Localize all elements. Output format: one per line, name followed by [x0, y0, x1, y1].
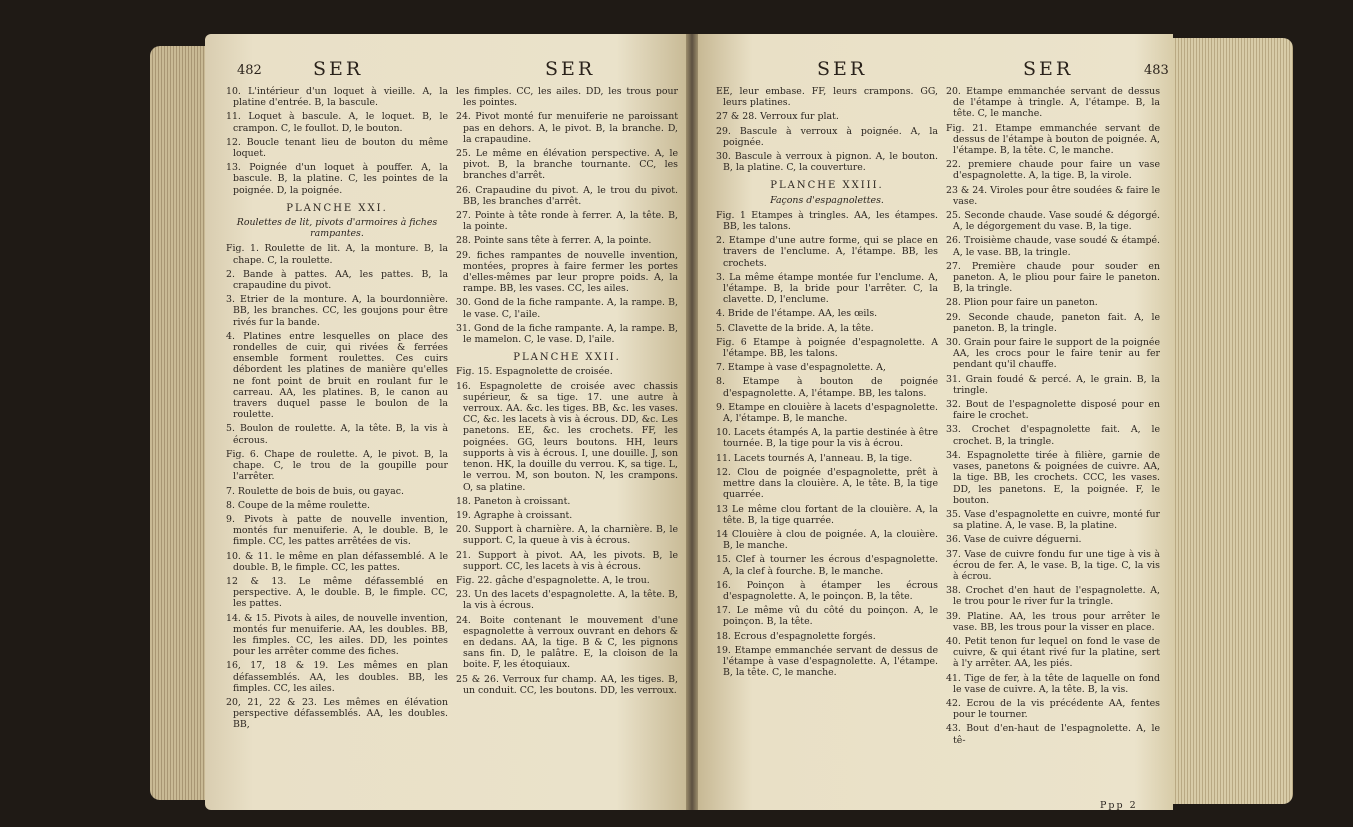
right-column-2 — [946, 86, 1160, 749]
figure-entry: Fig. 15. Espagnolette de croisée. — [456, 366, 613, 378]
figure-entry: 13 Le même clou fortant de la clouière. A, la tête. B, la tige quarrée. — [716, 503, 938, 526]
figure-entry: 18. Paneton à croissant. — [456, 495, 571, 507]
figure-entry: 26. Crapaudine du pivot. A, le trou du pivot. BB, les branches d'arrêt. — [456, 184, 678, 207]
figure-entry: 14. & 15. Pivots à ailes, de nouvelle invention, montés fur menuiferie. AA, les doubles. BB, les fimples. CC, les ailes. DD, les pointes pour les arrêter comme des fiches. — [226, 612, 448, 658]
book-gutter — [686, 34, 698, 810]
figure-entry: 39. Platine. AA, les trous pour arrêter le vase. BB, les trous pour la visser en place. — [946, 610, 1160, 633]
right-header-2: SER — [1023, 58, 1074, 80]
figure-entry: 4. Bride de l'étampe. AA, les œils. — [716, 308, 878, 320]
figure-entry: 12. Boucle tenant lieu de bouton du même loquet. — [226, 136, 448, 160]
figure-entry: 28. Pointe sans tête à ferrer. A, la pointe. — [456, 235, 652, 247]
right-page-number: 483 — [1144, 63, 1169, 78]
figure-entry: 30. Gond de la fiche rampante. A, la rampe. B, le vase. C, l'aile. — [456, 297, 678, 320]
figure-entry: 27. Pointe à tête ronde à ferrer. A, la tête. B, la pointe. — [456, 210, 678, 233]
figure-entry: 17. Le même vû du côté du poinçon. A, le poinçon. B, la tête. — [716, 605, 938, 628]
figure-entry: 16. Espagnolette de croisée avec chassis supérieur, & sa tige. 17. une autre à verroux. AA. &c. les tiges. BB, &c. les vases. CC, &c. les lacets à vis à écrous. DD, &c. Les panetons. EE, &c. les crochets. FF, les poignées. GG, leurs boutons. HH, leurs supports à vis à écrous. I, une douille. J, son tenon. HK, la douille du verrou. K, sa tige. L, le verrou. M, son bouton. N, les crampons. O, sa platine. — [456, 380, 678, 493]
figure-entry: 15. Clef à tourner les écrous d'espagnolette. A, la clef à fourche. B, le manche. — [716, 554, 938, 577]
figure-entry: 19. Agraphe à croissant. — [456, 509, 573, 521]
right-header-1: SER — [817, 58, 868, 80]
figure-entry: 30. Grain pour faire le support de la poignée AA, les crocs pour le faire tenir au fer pendant qu'il chauffe. — [946, 337, 1160, 371]
figure-entry: 4. Platines entre lesquelles on place des rondelles de cuir, qui rivées & ferrées ensemble forment roulettes. Ces cuirs débordent les platines de manière qu'elles ne font point de bruit en roulant fur le carreau. AA, les platines. B, le canon au travers duquel passe le boulon de la roulette. — [226, 330, 448, 421]
figure-entry: 34. Espagnolette tirée à filière, garnie de vases, panetons & poignées de cuivre. AA, la tige. BB, les crochets. CCC, les vases. DD, les panetons. E, la poignée. F, le bouton. — [946, 449, 1160, 506]
figure-entry: 16. Poinçon à étamper les écrous d'espagnolette. A, le poinçon. B, la tête. — [716, 579, 938, 602]
figure-entry: 12. Clou de poignée d'espagnolette, prêt à mettre dans la clouière. A, le tête. B, la tige quarrée. — [716, 466, 938, 501]
figure-entry: 31. Gond de la fiche rampante. A, la rampe. B, le mamelon. C, le vase. D, l'aile. — [456, 322, 678, 346]
left-header-2: SER — [545, 58, 596, 80]
figure-entry: 42. Ecrou de la vis précédente AA, fentes pour le tourner. — [946, 697, 1160, 721]
right-page-edges — [1173, 38, 1293, 804]
figure-entry: Fig. 6. Chape de roulette. A, le pivot. B, la chape. C, le trou de la goupille pour l'arrêter. — [226, 448, 448, 483]
figure-entry: Fig. 22. gâche d'espagnolette. A, le trou. — [456, 574, 650, 586]
figure-entry: 5. Boulon de roulette. A, la tête. B, la vis à écrous. — [226, 423, 448, 446]
figure-entry: 20. Support à charnière. A, la charnière. B, le support. C, la queue à vis à écrous. — [456, 524, 678, 547]
plate-subtitle: Façons d'espagnolettes. — [770, 194, 884, 206]
figure-entry: 22. premiere chaude pour faire un vase d'espagnolette. A, la tige. B, la virole. — [946, 159, 1160, 182]
figure-entry: 41. Tige de fer, à la tête de laquelle on fond le vase de cuivre. A, la tête. B, la vis. — [946, 672, 1160, 695]
signature-mark: Ppp 2 — [1100, 800, 1138, 811]
figure-entry: les fimples. CC, les ailes. DD, les trous pour les pointes. — [456, 86, 678, 109]
figure-entry: 29. Bascule à verroux à poignée. A, la poignée. — [716, 125, 938, 148]
figure-entry: 9. Etampe en clouière à lacets d'espagnolette. A, l'étampe. B, le manche. — [716, 401, 938, 425]
figure-entry: 7. Roulette de bois de buis, ou gayac. — [226, 485, 404, 497]
figure-entry: 10. & 11. le même en plan défassemblé. A le double. B, le fimple. CC, les pattes. — [226, 550, 448, 573]
figure-entry: 25. Seconde chaude. Vase soudé & dégorgé. A, le dégorgement du vase. B, la tige. — [946, 210, 1160, 233]
figure-entry: 19. Etampe emmanchée servant de dessus de l'étampe à vase d'espagnolette. A, l'étampe. B, la tête. C, le manche. — [716, 644, 938, 679]
figure-entry: 43. Bout d'en-haut de l'espagnolette. A, le tê- — [946, 723, 1160, 746]
figure-entry: 10. Lacets étampés A, la partie destinée à être tournée. B, la tige pour la vis à écrou. — [716, 427, 939, 450]
left-page-edges — [150, 46, 206, 800]
figure-entry: EE, leur embase. FF, leurs crampons. GG, leurs platines. — [716, 86, 938, 109]
figure-entry: 8. Coupe de la même roulette. — [226, 499, 371, 511]
figure-entry: 27. Première chaude pour souder en paneton. A, le pliou pour faire le paneton. B, la tringle. — [946, 260, 1160, 295]
plate-heading: PLANCHE XXIII. — [770, 180, 884, 192]
left-column-2 — [456, 86, 678, 699]
figure-entry: Fig. 1 Etampes à tringles. AA, les étampes. BB, les talons. — [716, 209, 938, 233]
figure-entry: 37. Vase de cuivre fondu fur une tige à vis à écrou de fer. A, le vase. B, la tige. C, la vis à écrou. — [946, 548, 1160, 582]
figure-entry: 33. Crochet d'espagnolette fait. A, le crochet. B, la tringle. — [946, 424, 1160, 447]
figure-entry: 26. Troisième chaude, vase soudé & étampé. A, le vase. BB, la tringle. — [946, 235, 1160, 258]
figure-entry: 25. Le même en élévation perspective. A, le pivot. B, la branche tournante. CC, les branches d'arrêt. — [456, 148, 678, 182]
figure-entry: 3. Etrier de la monture. A, la bourdonnière. BB, les branches. CC, les goujons pour être rivés fur la bande. — [226, 294, 448, 328]
figure-entry: Fig. 1. Roulette de lit. A, la monture. B, la chape. C, la roulette. — [226, 243, 448, 266]
figure-entry: 11. Loquet à bascule. A, le loquet. B, le crampon. C, le foullot. D, le bouton. — [226, 111, 448, 134]
figure-entry: 14 Clouière à clou de poignée. A, la clouière. B, le manche. — [716, 528, 938, 552]
figure-entry: 28. Plion pour faire un paneton. — [946, 297, 1098, 309]
figure-entry: 13. Poignée d'un loquet à pouffer. A, la bascule. B, la platine. C, les pointes de la poignée. D, la poignée. — [226, 162, 448, 196]
figure-entry: 10. L'intérieur d'un loquet à vieille. A, la platine d'entrée. B, la bascule. — [226, 86, 448, 109]
figure-entry: 32. Bout de l'espagnolette disposé pour en faire le crochet. — [946, 399, 1160, 422]
figure-entry: 35. Vase d'espagnolette en cuivre, monté fur sa platine. A, le vase. B, la platine. — [946, 508, 1160, 532]
plate-heading: PLANCHE XXI. — [286, 202, 388, 214]
figure-entry: 21. Support à pivot. AA, les pivots. B, le support. CC, les lacets à vis à écrous. — [456, 549, 678, 572]
plate-heading: PLANCHE XXII. — [513, 352, 621, 364]
figure-entry: 24. Pivot monté fur menuiferie ne paroissant pas en dehors. A, le pivot. B, la branche. D, la crapaudine. — [456, 111, 678, 145]
figure-entry: 31. Grain foudé & percé. A, le grain. B, la tringle. — [946, 373, 1160, 396]
figure-entry: 2. Bande à pattes. AA, les pattes. B, la crapaudine du pivot. — [226, 268, 448, 292]
figure-entry: 8. Etampe à bouton de poignée d'espagnolette. A, l'étampe. BB, les talons. — [716, 376, 938, 399]
figure-entry: 2. Etampe d'une autre forme, qui se place en travers de l'enclume. A, l'étampe. BB, les crochets. — [716, 235, 938, 269]
figure-entry: 27 & 28. Verroux fur plat. — [716, 111, 839, 123]
figure-entry: Fig. 6 Etampe à poignée d'espagnolette. A l'étampe. BB, les talons. — [716, 336, 938, 360]
right-column-1 — [716, 86, 938, 681]
figure-entry: 23 & 24. Viroles pour être soudées & faire le vase. — [946, 184, 1160, 207]
figure-entry: 24. Boite contenant le mouvement d'une espagnolette à verroux ouvrant en dehors & en dedans. AA, la tige. B & C, les pignons sans fin. D, le palâtre. E, la cloison de la boite. F, les étoquiaux. — [456, 614, 678, 671]
figure-entry: 20, 21, 22 & 23. Les mêmes en élévation perspective défassemblés. AA, les doubles. BB, — [226, 696, 448, 731]
figure-entry: 3. La même étampe montée fur l'enclume. A, l'étampe. B, la bride pour l'arrêter. C, la clavette. D, l'enclume. — [716, 271, 938, 306]
figure-entry: 29. Seconde chaude, paneton fait. A, le paneton. B, la tringle. — [946, 311, 1160, 334]
plate-subtitle: Roulettes de lit, pivots d'armoires à fiches rampantes. — [236, 217, 438, 240]
figure-entry: 7. Etampe à vase d'espagnolette. A, — [716, 362, 886, 374]
figure-entry: Fig. 21. Etampe emmanchée servant de dessus de l'étampe à bouton de poignée. A, l'étampe. B, la tête. C, le manche. — [946, 122, 1160, 157]
figure-entry: 11. Lacets tournés A, l'anneau. B, la tige. — [716, 452, 913, 464]
figure-entry: 29. fiches rampantes de nouvelle invention, montées, propres à faire fermer les portes d'elles-mêmes par leur propre poids. A, la rampe. BB, les vases. CC, les ailes. — [456, 249, 678, 295]
figure-entry: 30. Bascule à verroux à pignon. A, le bouton. B, la platine. C, la couverture. — [716, 151, 938, 174]
figure-entry: 18. Ecrous d'espagnolette forgés. — [716, 630, 876, 642]
figure-entry: 40. Petit tenon fur lequel on fond le vase de cuivre, & qui étant rivé fur la platine, sert à l'y arrêter. AA, les piés. — [946, 635, 1160, 670]
figure-entry: 23. Un des lacets d'espagnolette. A, la tête. B, la vis à écrous. — [456, 589, 678, 612]
figure-entry: 25 & 26. Verroux fur champ. AA, les tiges. B, un conduit. CC, les boutons. DD, les verroux. — [456, 673, 678, 696]
figure-entry: 16, 17, 18 & 19. Les mêmes en plan défassemblés. AA, les doubles. BB, les fimples. CC, les ailes. — [226, 660, 448, 694]
left-column-1 — [226, 86, 448, 734]
figure-entry: 38. Crochet d'en haut de l'espagnolette. A, le trou pour le river fur la tringle. — [946, 585, 1160, 608]
figure-entry: 9. Pivots à patte de nouvelle invention, montés fur menuiferie. A, le double. B, le fimple. CC, les pattes arrêtées de vis. — [226, 513, 448, 548]
figure-entry: 12 & 13. Le même défassemblé en perspective. A, le double. B, le fimple. CC, les pattes. — [226, 575, 448, 610]
figure-entry: 5. Clavette de la bride. A, la tête. — [716, 322, 874, 334]
figure-entry: 20. Etampe emmanchée servant de dessus de l'étampe à tringle. A, l'étampe. B, la tête. C, le manche. — [946, 86, 1160, 120]
left-header-1: SER — [313, 58, 364, 80]
left-page-number: 482 — [237, 63, 262, 78]
figure-entry: 36. Vase de cuivre déguerni. — [946, 534, 1082, 546]
